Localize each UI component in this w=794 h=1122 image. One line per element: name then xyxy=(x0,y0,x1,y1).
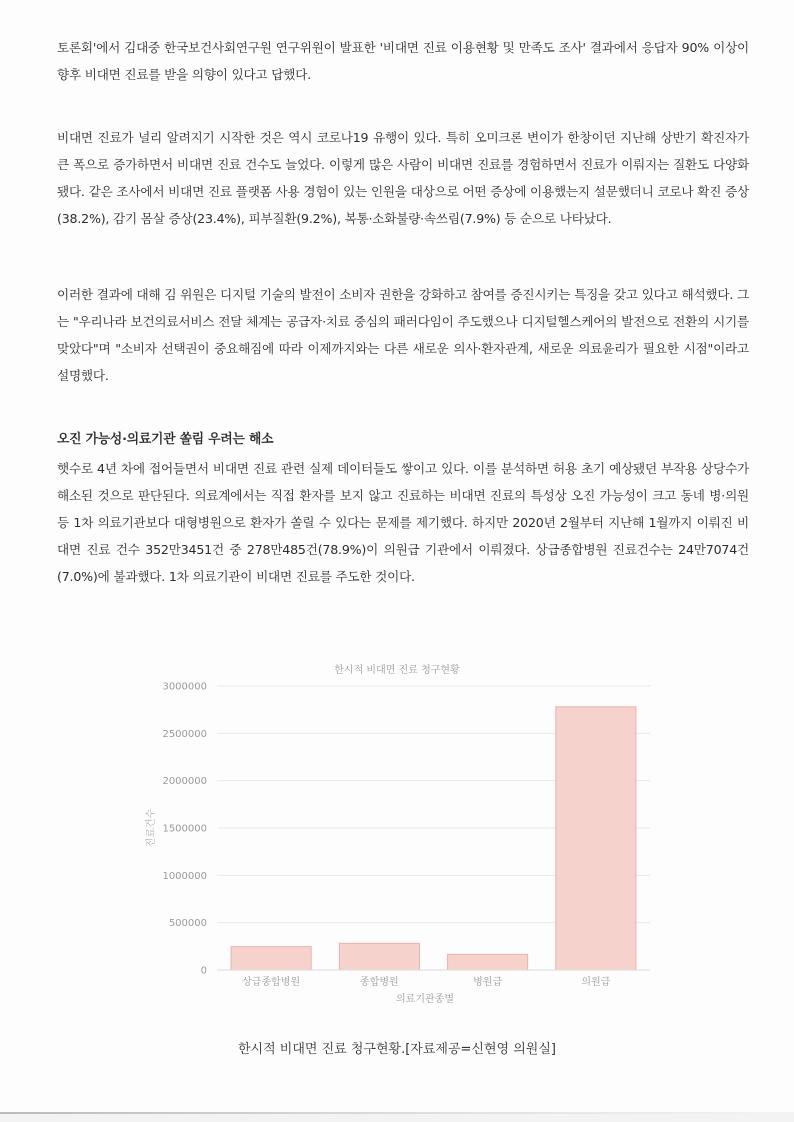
x-tick-label: 의원급 xyxy=(581,977,611,988)
chart-x-label: 의료기관종별 xyxy=(396,994,454,1005)
chart-y-ticks xyxy=(162,682,207,977)
y-tick-label: 500000 xyxy=(168,918,207,930)
paragraph-2 xyxy=(57,124,749,232)
y-tick-label: 1000000 xyxy=(162,870,207,882)
paragraph-4-text: 햇수로 4년 차에 접어들면서 비대면 진료 관련 실제 데이터들도 쌓이고 있다. 이를 분석하면 허용 초기 예상됐던 부작용 상당수가 해소된 것으로 판단된다. 의료계에서는 직접 환자를 보지 않고 진료하는 비대면 진료의 특성상 오진 가능성이 크고 동네 병·의원 등 1차 의료기관보다 대형병원으로 환자가 쏠릴 수 있다는 문제를 제기했다. 하지만 2020년 2월부터 지난해 1월까지 이뤄진 비대면 진료 건수 352만3451건 중 278만485건(78.9%)이 의원급 기관에서 이뤄졌다. 상급종합병원 진료건수는 24만7074건(7.0%)에 불과했다. 1차 의료기관이 비대면 진료를 주도한 것이다. xyxy=(57,461,749,584)
y-tick-label: 2500000 xyxy=(162,728,207,740)
y-tick-label: 3000000 xyxy=(162,681,207,693)
y-tick-label: 2000000 xyxy=(162,776,207,788)
x-tick-label: 병원급 xyxy=(473,977,503,988)
y-tick-label: 1500000 xyxy=(162,823,207,835)
chart-y-label: 진료건수 xyxy=(146,808,157,848)
bar xyxy=(556,707,636,970)
x-tick-label: 종합병원 xyxy=(360,977,399,988)
chart-bars xyxy=(231,707,636,970)
chart-x-ticks xyxy=(242,975,611,988)
chart-title: 한시적 비대면 진료 청구현황 xyxy=(334,665,460,676)
paragraph-1-text: 토론회'에서 김대중 한국보건사회연구원 연구위원이 발표한 '비대면 진료 이용현황 및 만족도 조사' 결과에서 응답자 90% 이상이 향후 비대면 진료를 받을 의향이 있다고 답했다. xyxy=(57,40,749,82)
figure-caption: 한시적 비대면 진료 청구현황.[자료제공=신현영 의원실] xyxy=(238,1042,556,1057)
bar xyxy=(231,947,311,970)
y-tick-label: 0 xyxy=(200,965,207,977)
bar xyxy=(339,943,419,970)
paragraph-2-text: 비대면 진료가 널리 알려지기 시작한 것은 역시 코로나19 유행이 있다. 특히 오미크론 변이가 한창이던 지난해 상반기 확진자가 큰 폭으로 증가하면서 비대면 진료 건수도 늘었다. 이렇게 많은 사람이 비대면 진료를 경험하면서 진료가 이뤄지는 질환도 다양화됐다. 같은 조사에서 비대면 진료 플랫폼 사용 경험이 있는 인원을 대상으로 어떤 증상에 이용했는지 설문했더니 코로나 확진 증상(38.2%), 감기 몸살 증상(23.4%), 피부질환(9.2%), 복통·소화불량·속쓰림(7.9%) 등 순으로 나타났다. xyxy=(57,130,749,226)
paragraph-3-text: 이러한 결과에 대해 김 위원은 디지털 기술의 발전이 소비자 권한을 강화하고 참여를 증진시키는 특징을 갖고 있다고 해석했다. 그는 "우리나라 보건의료서비스 전달 체계는 공급자·치료 중심의 패러다임이 주도했으나 디지털헬스케어의 발전으로 전환의 시기를 맞았다"며 "소비자 선택권이 중요해짐에 따라 이제까지와는 다른 새로운 의사·환자관계, 새로운 의료윤리가 필요한 시점"이라고 설명했다. xyxy=(57,287,749,383)
section-heading: 오진 가능성·의료기관 쏠림 우려는 해소 xyxy=(57,432,274,447)
paragraph-4 xyxy=(57,455,749,590)
x-tick-label: 상급종합병원 xyxy=(242,977,301,988)
scan-bottom-edge xyxy=(0,1114,794,1122)
paragraph-1 xyxy=(57,34,749,88)
chart-svg xyxy=(140,650,670,1020)
bar-chart xyxy=(140,650,670,1020)
paragraph-3 xyxy=(57,281,749,389)
bar xyxy=(448,954,528,970)
